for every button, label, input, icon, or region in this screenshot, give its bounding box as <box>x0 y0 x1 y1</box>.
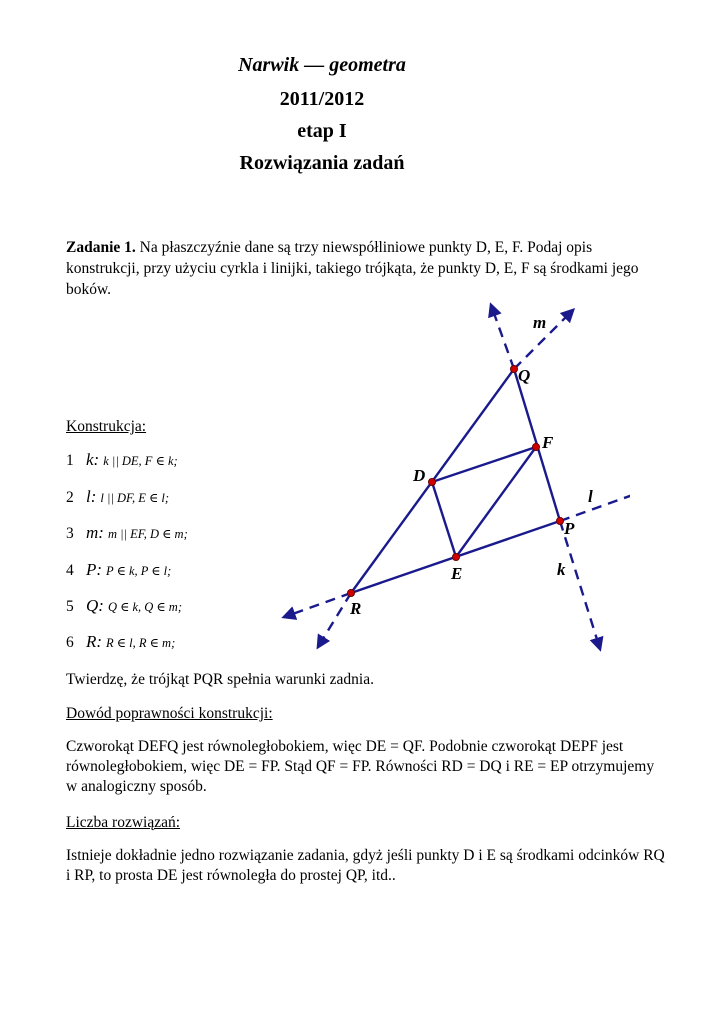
point-P <box>556 517 563 524</box>
proof-title: Dowód poprawności konstrukcji: <box>66 705 273 722</box>
construction-title: Konstrukcja: <box>66 418 147 435</box>
construction-step: 1 k: k || DE, F ∈ k; <box>66 450 178 469</box>
line-l-left <box>284 593 351 617</box>
segment-DE <box>432 482 456 557</box>
line-m-upper <box>491 305 514 369</box>
point-F <box>532 443 539 450</box>
segment-EF <box>456 447 536 557</box>
line-k-lower <box>560 521 600 649</box>
task-statement <box>66 237 666 300</box>
label-R: R <box>350 599 362 618</box>
school-year: 2011/2012 <box>279 88 365 110</box>
count-title: Liczba rozwiązań: <box>66 814 181 831</box>
label-m: m <box>533 313 547 332</box>
construction-step: 5 Q: Q ∈ k, Q ∈ m; <box>66 596 183 615</box>
stage-label: etap I <box>297 120 347 142</box>
point-E <box>452 553 459 560</box>
point-R <box>347 589 354 596</box>
point-D <box>428 478 435 485</box>
label-l: l <box>588 487 593 506</box>
construction-step: 4 P: P ∈ k, P ∈ l; <box>66 560 172 579</box>
construction-step: 2 l: l || DF, E ∈ l; <box>66 487 170 506</box>
construction-step: 3 m: m || EF, D ∈ m; <box>66 523 188 542</box>
label-F: F <box>542 433 554 452</box>
task-text: Na płaszczyźnie dane są trzy niewspółliniowe punkty D, E, F. Podaj opis konstrukcji, przy użyciu cyrkla i linijki, takiego trójkąta, że punkty D, E, F są środkami jego boków. <box>66 239 639 298</box>
page-title: Narwik — geometra <box>238 54 406 76</box>
line-l-right <box>560 478 630 521</box>
claim-text: Twierdzę, że trójkąt PQR spełnia warunki zadnia. <box>66 671 374 688</box>
construction-figure <box>270 295 630 665</box>
page-subtitle: Rozwiązania zadań <box>239 152 405 174</box>
line-m-lower <box>318 593 351 647</box>
segment-DF <box>432 447 536 482</box>
label-D: D <box>413 466 426 485</box>
task-label: Zadanie 1. <box>66 239 136 256</box>
construction-step: 6 R: R ∈ l, R ∈ m; <box>66 632 176 651</box>
label-P: P <box>564 519 575 538</box>
count-text: Istnieje dokładnie jedno rozwiązanie zadania, gdyż jeśli punkty D i E są środkami odcinków RQ i RP, to prosta DE jest równoległa do prostej QP, itd.. <box>66 847 665 884</box>
point-Q <box>510 365 517 372</box>
label-E: E <box>451 564 463 583</box>
label-k: k <box>557 560 566 579</box>
label-Q: Q <box>518 366 531 385</box>
proof-text: Czworokąt DEFQ jest równoległobokiem, więc DE = QF. Podobnie czworokąt DEPF jest równoległobokiem, więc DE = FP. Stąd QF = FP. Równości RD = DQ i RE = EP otrzymujemy w analogiczny sposób. <box>66 738 655 795</box>
